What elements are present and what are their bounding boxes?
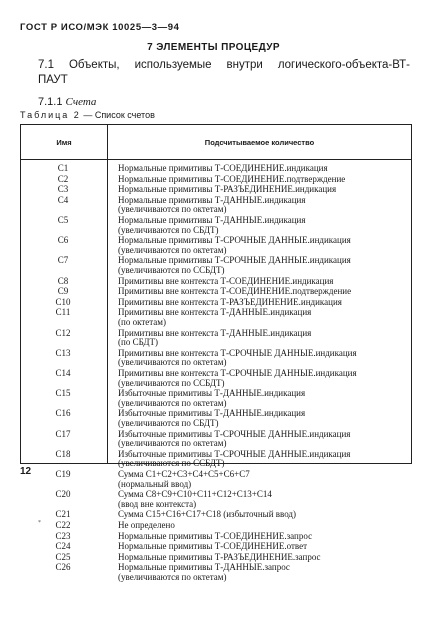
row-description-line: Нормальные примитивы Т-ДАННЫЕ.индикация — [118, 215, 306, 225]
row-code: C7 — [57, 255, 69, 266]
row-description-line: (увеличиваются по октетам) — [118, 204, 227, 215]
row-description-line: (увеличиваются по октетам) — [118, 438, 227, 449]
row-description — [118, 430, 406, 449]
row-description — [118, 369, 406, 388]
row-description — [118, 349, 406, 368]
column-divider — [107, 159, 108, 463]
row-code: C5 — [57, 215, 69, 225]
row-description-line: Сумма C15+C16+C17+C18 (избыточный ввод) — [118, 509, 297, 520]
section-title: 7 ЭЛЕМЕНТЫ ПРОЦЕДУР — [147, 42, 280, 53]
row-description-line: (увеличиваются по СБДТ) — [118, 224, 219, 235]
row-code: C6 — [57, 235, 69, 246]
row-code: C9 — [57, 286, 69, 297]
row-description — [118, 553, 406, 563]
column-header-counted: Подсчитываемое количество — [204, 137, 315, 147]
row-description — [118, 409, 406, 428]
row-code: C26 — [55, 562, 71, 573]
row-code: C21 — [55, 509, 71, 520]
row-description — [118, 287, 406, 297]
row-description-line: Нормальные примитивы Т-РАЗЪЕДИНЕНИЕ.запрос — [118, 551, 321, 562]
row-code: C20 — [55, 489, 71, 500]
row-code: C4 — [57, 194, 69, 205]
row-description-line: Избыточные примитивы Т-СРОЧНЫЕ ДАННЫЕ.индикация — [118, 428, 351, 439]
row-code: C14 — [55, 368, 71, 378]
column-header-name: Имя — [21, 125, 108, 159]
row-description-line: (увеличиваются по октетам) — [118, 357, 227, 368]
row-description-line: Нормальные примитивы Т-СОЕДИНЕНИЕ.подтверждение — [118, 173, 346, 184]
row-description — [118, 196, 406, 215]
heading-7-1-1 — [38, 96, 96, 108]
row-description — [118, 542, 406, 552]
row-description-line: Примитивы вне контекста Т-СОЕДИНЕНИЕ.индикация — [118, 275, 334, 286]
row-description-line: Примитивы вне контекста Т-СОЕДИНЕНИЕ.подтверждение — [118, 286, 352, 297]
row-description-line: Примитивы вне контекста Т-ДАННЫЕ.индикация — [118, 327, 312, 338]
row-description-line: (увеличиваются по ССБДТ) — [118, 264, 225, 275]
row-description — [118, 277, 406, 287]
row-code: C22 — [55, 520, 71, 530]
row-code: C24 — [55, 541, 71, 552]
row-code: C8 — [57, 275, 69, 286]
table-caption — [20, 110, 155, 120]
row-description-line: Нормальные примитивы Т-СОЕДИНЕНИЕ.ответ — [118, 541, 308, 552]
table-caption-label: Таблица 2 — [20, 110, 81, 120]
row-description — [118, 164, 406, 174]
row-code: C19 — [55, 469, 71, 479]
row-description-line: (увеличиваются по октетам) — [118, 244, 227, 255]
row-description — [118, 298, 406, 308]
row-description — [118, 389, 406, 408]
row-description — [118, 470, 406, 489]
document-header: ГОСТ Р ИСО/МЭК 10025—3—94 — [20, 22, 180, 33]
row-description-line: (ввод вне контекста) — [118, 498, 197, 509]
row-description-line: (по СБДТ) — [118, 337, 159, 348]
row-description-line: (увеличиваются по октетам) — [118, 397, 227, 408]
row-description — [118, 236, 406, 255]
row-code: C16 — [55, 408, 71, 419]
row-description — [118, 256, 406, 275]
row-code: C23 — [55, 530, 71, 541]
row-description-line: Нормальные примитивы Т-РАЗЪЕДИНЕНИЕ.индикация — [118, 184, 337, 195]
row-description-line: Избыточные примитивы Т-СРОЧНЫЕ ДАННЫЕ.индикация — [118, 448, 351, 459]
row-description-line: (по октетам) — [118, 316, 166, 327]
row-code: C12 — [55, 327, 71, 338]
heading-7-1-1-number: 7.1.1 — [38, 96, 63, 108]
row-code: C3 — [57, 184, 69, 195]
row-description-line: Примитивы вне контекста Т-СРОЧНЫЕ ДАННЫЕ.индикация — [118, 368, 357, 378]
row-code: C2 — [57, 173, 69, 184]
row-description-line: Примитивы вне контекста Т-СРОЧНЫЕ ДАННЫЕ.индикация — [118, 347, 357, 358]
row-code: C18 — [55, 448, 71, 459]
counts-table — [20, 124, 412, 582]
table-header — [21, 125, 411, 160]
row-description-line: Сумма C8+C9+C10+C11+C12+C13+C14 — [118, 489, 272, 500]
row-description — [118, 450, 406, 469]
row-description-line: Нормальные примитивы Т-СРОЧНЫЕ ДАННЫЕ.индикация — [118, 255, 351, 266]
row-description — [118, 329, 406, 348]
row-description — [118, 521, 406, 531]
row-description — [118, 532, 406, 542]
row-description — [118, 308, 406, 327]
row-code: C1 — [57, 163, 69, 173]
row-description — [118, 175, 406, 185]
row-code: C15 — [55, 388, 71, 399]
row-description — [118, 216, 406, 235]
row-description — [118, 510, 406, 520]
row-description-line: (нормальный ввод) — [118, 478, 192, 489]
row-description-line: Примитивы вне контекста Т-РАЗЪЕДИНЕНИЕ.индикация — [118, 296, 342, 307]
row-description-line: Примитивы вне контекста Т-ДАННЫЕ.индикация — [118, 307, 312, 318]
row-description-line: Избыточные примитивы Т-ДАННЫЕ.индикация — [118, 388, 306, 399]
row-code: C13 — [55, 347, 71, 358]
row-description — [118, 563, 406, 582]
row-description-line: (увеличиваются по СБДТ) — [118, 417, 219, 428]
row-description-line: (увеличиваются по ССБДТ) — [118, 377, 225, 388]
row-code: C10 — [55, 296, 71, 307]
row-description-line: (увеличиваются по ССБДТ) — [118, 458, 225, 469]
heading-7-1-1-title: Счета — [65, 96, 97, 108]
row-description — [118, 185, 406, 195]
heading-7-1-line1: 7.1 Объекты, используемые внутри логического-объекта-ВТ- — [38, 59, 410, 71]
table-caption-title: — Список счетов — [83, 110, 155, 120]
row-description-line: Нормальные примитивы Т-СОЕДИНЕНИЕ.запрос — [118, 530, 313, 541]
row-description — [118, 490, 406, 509]
footer-mark: * — [38, 520, 41, 526]
page-number: 12 — [20, 466, 32, 477]
row-description-line: (увеличиваются по октетам) — [118, 571, 227, 582]
row-description-line: Сумма C1+C2+C3+C4+C5+C6+C7 — [118, 469, 250, 479]
row-description-line: Не определено — [118, 520, 175, 530]
row-code: C25 — [55, 551, 71, 562]
row-code: C11 — [55, 307, 71, 318]
row-description-line: Нормальные примитивы Т-ДАННЫЕ.индикация — [118, 194, 306, 205]
heading-7-1-line2: ПАУТ — [38, 74, 68, 86]
row-description-line: Нормальные примитивы Т-СОЕДИНЕНИЕ.индикация — [118, 163, 328, 173]
row-description-line: Нормальные примитивы Т-СРОЧНЫЕ ДАННЫЕ.индикация — [118, 235, 351, 246]
row-code: C17 — [55, 428, 71, 439]
row-description-line: Нормальные примитивы Т-ДАННЫЕ.запрос — [118, 562, 290, 573]
row-description-line: Избыточные примитивы Т-ДАННЫЕ.индикация — [118, 408, 306, 419]
